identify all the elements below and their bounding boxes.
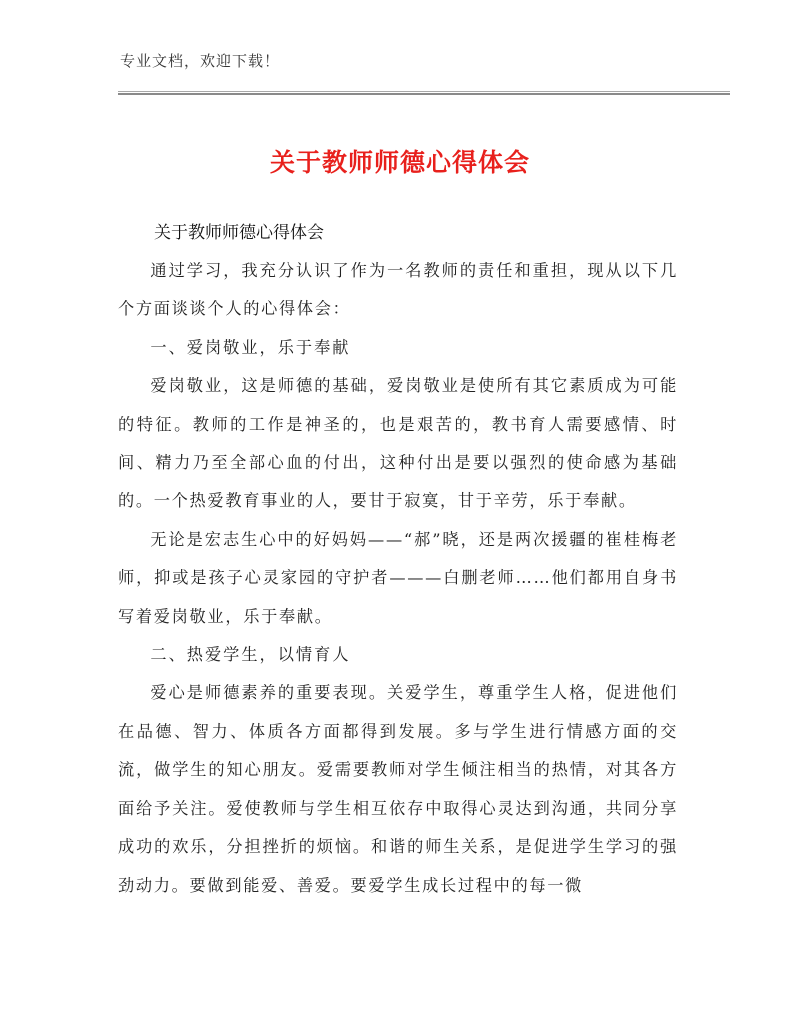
section-heading-2: 二、热爱学生，以情育人: [150, 645, 351, 665]
document-body: [118, 214, 678, 905]
document-subtitle: 关于教师师德心得体会: [154, 223, 324, 243]
paragraph-examples: 无论是宏志生心中的好妈妈——“郝”晓，还是两次援疆的崔桂梅老师，抑或是孩子心灵家园的守护者———白删老师……他们都用自身书写着爱岗敬业，乐于奉献。: [118, 529, 678, 626]
paragraph-dedication: 爱岗敬业，这是师德的基础，爱岗敬业是使所有其它素质成为可能的特征。教师的工作是神圣的，也是艰苦的，教书育人需要感情、时间、精力乃至全部心血的付出，这种付出是要以强烈的使命感为基础的。一个热爱教育事业的人，要甘于寂寞，甘于辛劳，乐于奉献。: [118, 376, 678, 511]
page-header: 专业文档，欢迎下载！: [120, 52, 281, 70]
paragraph-intro: 通过学习，我充分认识了作为一名教师的责任和重担，现从以下几个方面谈谈个人的心得体会：: [118, 261, 678, 319]
document-title: 关于教师师德心得体会: [269, 148, 530, 177]
header-divider: [118, 91, 730, 95]
paragraph-love-students: 爱心是师德素养的重要表现。关爱学生，尊重学生人格，促进他们在品德、智力、体质各方面都得到发展。多与学生进行情感方面的交流，做学生的知心朋友。爱需要教师对学生倾注相当的热情，对其各方面给予关注。爱使教师与学生相互依存中取得心灵达到沟通，共同分享成功的欢乐，分担挫折的烦恼。和谐的师生关系，是促进学生学习的强劲动力。要做到能爱、善爱。要爱学生成长过程中的每一微: [118, 683, 678, 895]
section-heading-1: 一、爱岗敬业，乐于奉献: [150, 337, 351, 357]
